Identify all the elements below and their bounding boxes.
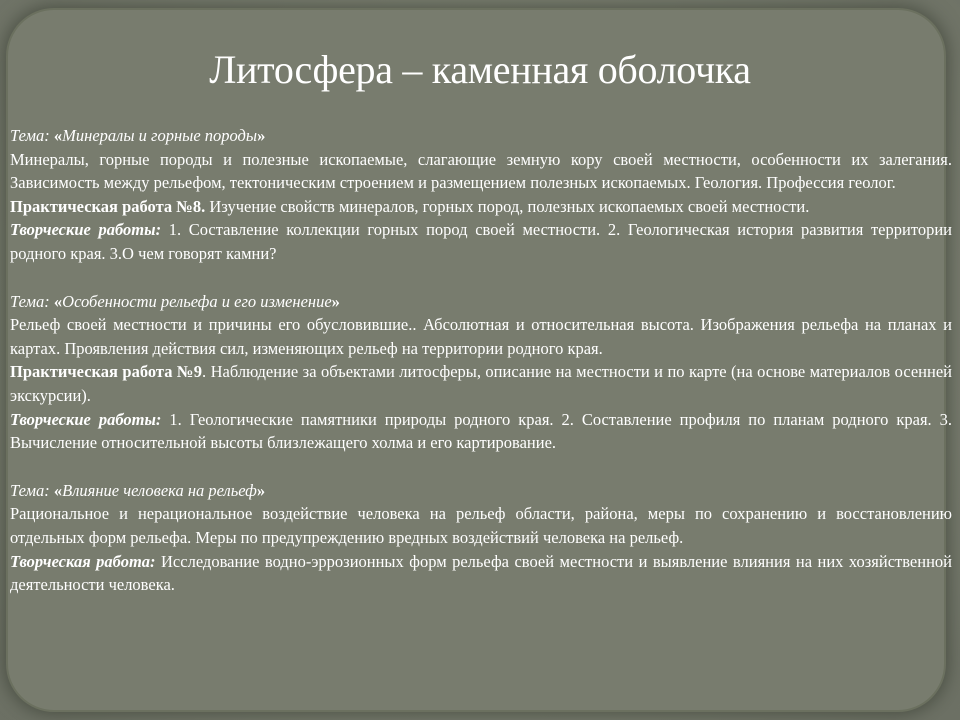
practical-work: Практическая работа №9. Наблюдение за объектами литосферы, описание на местности и по карте (на основе материалов осенней экскурсии). [10, 362, 952, 405]
topic-content: Рельеф своей местности и причины его обусловившие.. Абсолютная и относительная высота. Изображения рельефа на планах и картах. Проявления действия сил, изменяющих рельеф на территории родного края. [10, 315, 952, 358]
creative-work-label: Творческие работы: [10, 409, 162, 429]
topic-heading: Тема: «Особенности рельефа и его изменение» [10, 291, 340, 311]
topic-name: Минералы и горные породы [62, 126, 258, 145]
practical-work-label: Практическая работа №8. [10, 196, 206, 216]
slide-title: Литосфера – каменная оболочка [209, 47, 751, 92]
creative-work: Творческие работы: 1. Составление коллекции горных пород своей местности. 2. Геологическая история развития территории родного края. 3.О чем говорят камни? [10, 220, 952, 263]
creative-work: Творческие работы: 1. Геологические памятники природы родного края. 2. Составление профиля по планам родного края. 3. Вычисление относительной высоты близлежащего холма и его картирование. [10, 409, 952, 453]
section-spacer [10, 455, 952, 479]
creative-work-label: Творческая работа: [10, 551, 156, 571]
creative-work: Творческая работа: Исследование водно-эррозионных форм рельефа своей местности и выявление влияния на них хозяйственной деятельности человека. [10, 551, 952, 595]
topic-content: Минералы, горные породы и полезные ископаемые, слагающие земную кору своей местности, особенности их залегания. Зависимость между рельефом, тектоническим строением и размещением полезных ископаемых. Геология. Профессия геолог. [10, 149, 952, 193]
creative-work-label: Творческие работы: [10, 220, 162, 240]
topic-name: Особенности рельефа и его изменение [62, 291, 332, 311]
topic-content: Рациональное и нерациональное воздействие человека на рельеф области, района, меры по сохранению и восстановлению отдельных форм рельефа. Меры по предупреждению вредных воздействий человека на рельеф. [10, 504, 952, 547]
practical-work: Практическая работа №8. Изучение свойств минералов, горных пород, полезных ископаемых своей местности. [10, 196, 810, 216]
topic-heading: Тема: «Влияние человека на рельеф» [10, 480, 266, 500]
section-spacer [10, 266, 952, 290]
topic-heading: Тема: «Минералы и горные породы» [10, 126, 266, 145]
practical-work-label: Практическая работа №9 [10, 362, 203, 382]
slide-body [10, 124, 952, 597]
topic-name: Влияние человека на рельеф [62, 480, 257, 500]
